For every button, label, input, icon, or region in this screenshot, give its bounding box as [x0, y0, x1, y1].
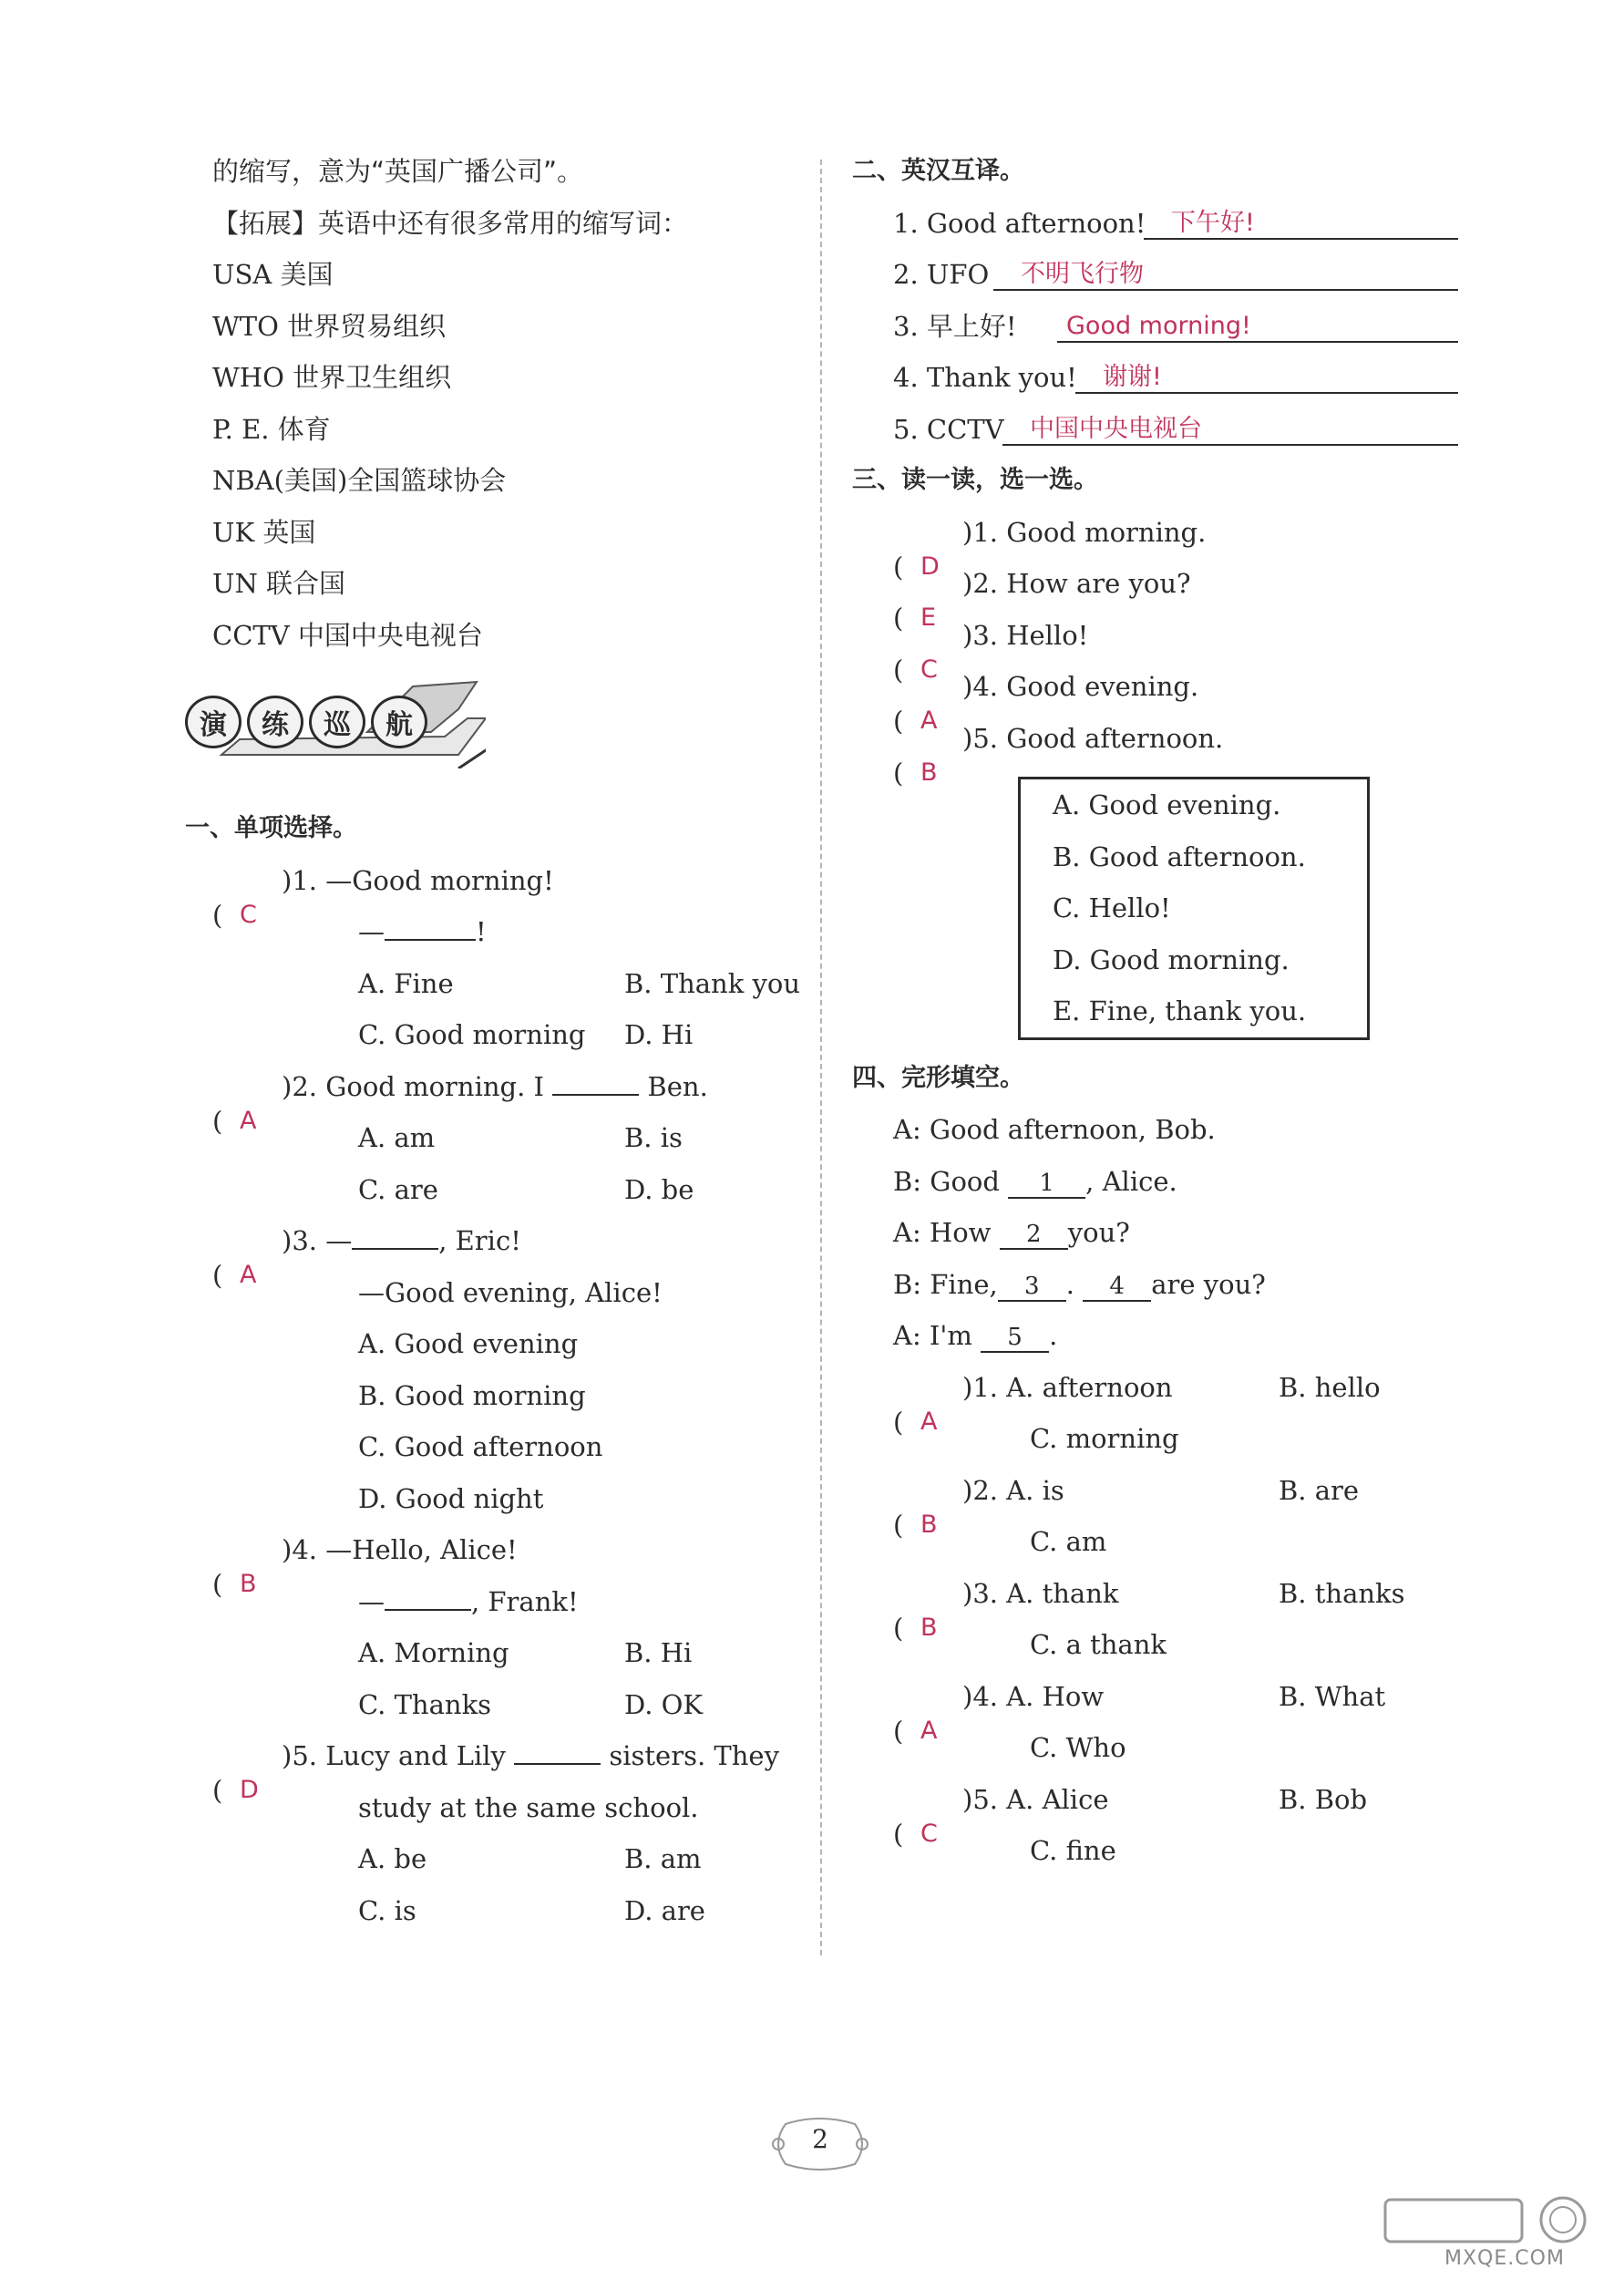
dialog-line: [852, 1259, 1490, 1311]
option-b: B. Hi: [624, 1637, 693, 1668]
question-line: —Good evening, Alice!: [358, 1276, 663, 1308]
left-column: [185, 146, 805, 1936]
answer-letter: A: [920, 1716, 938, 1745]
cloze-question: ( C )5. A. Alice B. Bob: [852, 1774, 1490, 1826]
option-c: C. a thank: [1030, 1629, 1167, 1660]
dash: —: [358, 916, 385, 947]
translation-answer-text: 中国中央电视台: [1030, 414, 1202, 443]
dialog-text: .: [1065, 1268, 1074, 1300]
question-stem: )2. Good morning. I: [282, 1070, 544, 1102]
translation-prompt: 4. Thank you!: [893, 362, 1077, 393]
cloze-blank: 2: [1000, 1221, 1068, 1250]
translation-answer: [1075, 352, 1458, 394]
watermark-text: MXQE.COM: [1444, 2247, 1565, 2270]
option-b: B. Good morning: [358, 1379, 586, 1411]
answer-blank: [385, 919, 476, 941]
question-line: [212, 906, 805, 958]
answer-letter: B: [920, 758, 938, 787]
question-stem: )5. Lucy and Lily: [282, 1740, 506, 1771]
watermark: [1381, 2192, 1604, 2274]
option-c: C. Thanks: [358, 1688, 492, 1720]
dialog-line: [852, 1207, 1490, 1259]
match-text: )1. Good morning.: [962, 516, 1207, 548]
answer-letter: A: [920, 706, 938, 735]
translation-item: [852, 198, 1490, 250]
section2-title: 二、英汉互译。: [852, 157, 1024, 185]
mc-question-2: ( A )2. Good morning. I Ben.: [212, 1061, 805, 1113]
banner-char: 巡: [309, 696, 365, 748]
section3-title: 三、读一读，选一选。: [852, 466, 1098, 494]
banner-char: 演: [185, 696, 242, 748]
abbrev-item: UK 英国: [212, 516, 316, 548]
choice-option: D. Good morning.: [1053, 944, 1290, 975]
dialog-line: [852, 1310, 1490, 1362]
translation-item: [852, 404, 1490, 456]
translation-answer-text: 下午好!: [1171, 208, 1255, 237]
dialog-text: A: How: [893, 1217, 992, 1248]
option-c: C. Good morning: [358, 1019, 586, 1050]
option-c: C. Who: [1030, 1732, 1126, 1763]
answer-letter: A: [240, 1106, 257, 1135]
choice-box: [1018, 777, 1370, 1040]
translation-answer-text: 不明飞行物: [1021, 260, 1144, 288]
options-row: [212, 1885, 805, 1937]
option-a: A. be: [358, 1843, 427, 1874]
option-c: C. are: [358, 1173, 438, 1205]
choice-option: A. Good evening.: [1053, 789, 1281, 820]
answer-letter: C: [240, 900, 257, 929]
option-d: D. are: [624, 1894, 705, 1926]
question-stem-end: Ben.: [647, 1070, 708, 1102]
cloze-question: ( A )4. A. How B. What: [852, 1671, 1490, 1723]
options-row: [212, 1627, 805, 1679]
section1-title: 一、单项选择。: [185, 814, 357, 842]
dialog-line: A: Good afternoon, Bob.: [893, 1114, 1216, 1145]
abbrev-item: NBA(美国)全国篮球协会: [212, 465, 507, 496]
question-line: [212, 1576, 805, 1628]
option-c: C. Good afternoon: [358, 1431, 603, 1462]
mc-question-5: ( D )5. Lucy and Lily sisters. They: [212, 1730, 805, 1782]
options-row: [212, 958, 805, 1010]
dialog-text: are you?: [1151, 1268, 1266, 1300]
option-a: )3. A. thank: [962, 1577, 1119, 1609]
extension-note: 【拓展】英语中还有很多常用的缩写词：: [212, 207, 689, 239]
cloze-blank: 5: [981, 1324, 1049, 1353]
page-number: 2: [812, 2124, 828, 2154]
answer-blank: [552, 1074, 639, 1096]
option-b: B. thanks: [1279, 1577, 1405, 1609]
dialog-text: .: [1049, 1320, 1058, 1351]
match-text: )2. How are you?: [962, 568, 1191, 599]
option-a: )1. A. afternoon: [962, 1371, 1173, 1403]
options-row: [212, 1009, 805, 1061]
abbrev-item: USA 美国: [212, 259, 334, 290]
match-item: ( A )4. Good evening.: [852, 661, 1490, 713]
dialog-text: B: Good: [893, 1165, 1000, 1197]
option-b: B. What: [1279, 1680, 1386, 1712]
question-stem: )1. —Good morning!: [282, 864, 554, 896]
dialog-text: B: Fine,: [893, 1268, 998, 1300]
options-row: [212, 1112, 805, 1164]
answer-letter: A: [240, 1261, 257, 1289]
option-a: )5. A. Alice: [962, 1783, 1109, 1815]
banner-char: 航: [371, 696, 427, 748]
option-b: B. Thank you: [624, 967, 801, 999]
option-a: )4. A. How: [962, 1680, 1105, 1712]
answer-letter: A: [920, 1407, 938, 1436]
right-column: [852, 146, 1490, 1877]
abbrev-item: P. E. 体育: [212, 413, 331, 445]
answer-letter: B: [920, 1510, 938, 1539]
choice-option: E. Fine, thank you.: [1053, 995, 1307, 1026]
question-stem: )3. —: [282, 1225, 353, 1256]
answer-blank: [352, 1228, 438, 1250]
cloze-blank: 3: [998, 1273, 1066, 1302]
answer-letter: C: [920, 1819, 938, 1848]
abbrev-item: CCTV 中国中央电视台: [212, 619, 483, 651]
option-a: A. am: [358, 1122, 436, 1153]
translation-answer: [1002, 404, 1458, 446]
question-stem-end: , Eric!: [438, 1225, 521, 1256]
translation-prompt: 1. Good afternoon!: [893, 207, 1146, 239]
translation-answer-text: Good morning!: [1066, 311, 1251, 340]
option-a: A. Morning: [358, 1637, 509, 1668]
banner-char: 练: [247, 696, 303, 748]
match-item: ( B )5. Good afternoon.: [852, 713, 1490, 765]
translation-answer: [1057, 301, 1458, 343]
translation-answer-text: 谢谢!: [1103, 363, 1162, 391]
option-b: B. are: [1279, 1474, 1360, 1506]
option-c: C. am: [1030, 1526, 1107, 1557]
answer-letter: D: [920, 552, 940, 581]
match-item: ( D )1. Good morning.: [852, 507, 1490, 559]
option-c: C. fine: [1030, 1835, 1116, 1866]
section-banner: [185, 668, 805, 768]
option-a: )2. A. is: [962, 1474, 1064, 1506]
section4-title: 四、完形填空。: [852, 1063, 1024, 1092]
translation-prompt: 3. 早上好!: [893, 310, 1017, 342]
translation-prompt: 5. CCTV: [893, 413, 1004, 445]
question-stem: )4. —Hello, Alice!: [282, 1534, 518, 1565]
match-text: )5. Good afternoon.: [962, 722, 1224, 754]
cloze-question: ( A )1. A. afternoon B. hello: [852, 1362, 1490, 1414]
answer-blank: [514, 1743, 601, 1765]
punct: !: [476, 916, 487, 947]
answer-letter: C: [920, 655, 938, 684]
abbrev-item: UN 联合国: [212, 568, 346, 599]
answer-letter: B: [240, 1570, 257, 1598]
cloze-blank: 4: [1083, 1273, 1151, 1302]
option-a: A. Fine: [358, 967, 454, 999]
match-item: ( C )3. Hello!: [852, 610, 1490, 662]
answer-letter: B: [920, 1613, 938, 1642]
dialog-text: , Alice.: [1085, 1165, 1177, 1197]
abbrev-item: WTO 世界贸易组织: [212, 310, 447, 342]
mc-question-3: ( A )3. — , Eric!: [212, 1215, 805, 1267]
dialog-text: you?: [1067, 1217, 1130, 1248]
answer-letter: D: [240, 1776, 259, 1804]
option-b: B. hello: [1279, 1371, 1381, 1403]
choice-option: C. Hello!: [1053, 892, 1171, 923]
cloze-question: ( B )2. A. is B. are: [852, 1465, 1490, 1517]
match-text: )4. Good evening.: [962, 671, 1199, 702]
option-d: D. OK: [624, 1688, 704, 1720]
option-d: D. Hi: [624, 1019, 694, 1050]
intro-line: 的缩写，意为“英国广播公司”。: [212, 156, 584, 187]
cloze-question: ( B )3. A. thank B. thanks: [852, 1568, 1490, 1620]
page-number-badge: [767, 2117, 873, 2171]
option-b: B. Bob: [1279, 1783, 1368, 1815]
option-d: D. Good night: [358, 1482, 544, 1514]
mc-question-1: ( C )1. —Good morning!: [212, 855, 805, 907]
question-line: study at the same school.: [358, 1791, 699, 1823]
option-c: C. is: [358, 1894, 416, 1926]
option-c: C. morning: [1030, 1423, 1179, 1454]
watermark-logo-icon: [1381, 2192, 1604, 2247]
mc-question-4: ( B )4. —Hello, Alice!: [212, 1524, 805, 1576]
option-b: B. is: [624, 1122, 683, 1153]
match-item: ( E )2. How are you?: [852, 558, 1490, 610]
abbrev-item: WHO 世界卫生组织: [212, 362, 452, 393]
question-stem-end: sisters. They: [609, 1740, 779, 1771]
question-line-end: , Frank!: [471, 1585, 579, 1617]
option-a: A. Good evening: [358, 1328, 579, 1359]
cloze-blank: 1: [1008, 1170, 1085, 1199]
options-row: [212, 1833, 805, 1885]
answer-blank: [385, 1589, 471, 1611]
options-row: [212, 1679, 805, 1731]
translation-answer: [993, 249, 1458, 291]
translation-item: [852, 301, 1490, 353]
translation-prompt: 2. UFO: [893, 259, 990, 290]
translation-item: [852, 352, 1490, 404]
match-text: )3. Hello!: [962, 619, 1089, 651]
answer-letter: E: [920, 603, 937, 632]
column-divider: [820, 160, 822, 1955]
choice-option: B. Good afternoon.: [1053, 840, 1306, 872]
translation-item: [852, 249, 1490, 301]
options-row: [212, 1164, 805, 1216]
translation-answer: [1144, 198, 1458, 240]
option-d: D. be: [624, 1173, 694, 1205]
dialog-text: A: I'm: [893, 1320, 972, 1351]
dash: —: [358, 1585, 385, 1617]
dialog-line: [852, 1156, 1490, 1208]
option-b: B. am: [624, 1843, 702, 1874]
